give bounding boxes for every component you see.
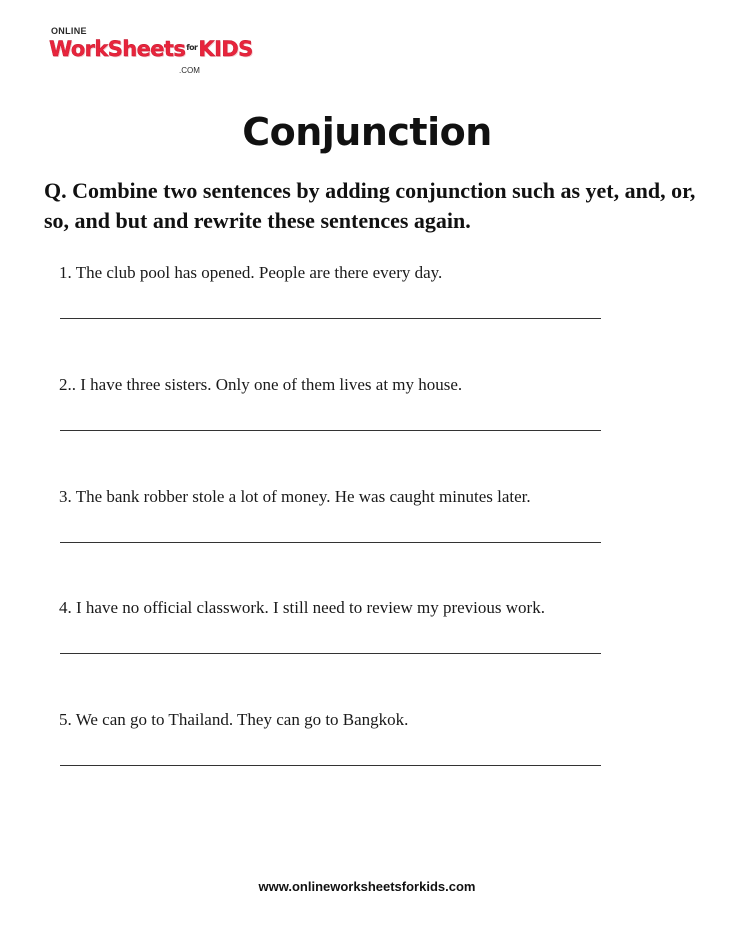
answer-line[interactable] (60, 430, 601, 431)
exercise-sentence: 5. We can go to Thailand. They can go to Bangkok. (59, 710, 409, 729)
exercise-sentence: 1. The club pool has opened. People are there every day. (59, 263, 443, 282)
logo-wordmark (49, 37, 253, 61)
answer-line[interactable] (60, 542, 601, 543)
logo-kids-text: KIDS (198, 37, 253, 61)
exercise-sentence: 4. I have no official classwork. I still need to review my previous work. (59, 598, 545, 617)
exercise-sentence: 3. The bank robber stole a lot of money. He was caught minutes later. (59, 487, 531, 506)
logo-for-text: for (186, 43, 198, 52)
exercise-sentence: 2.. I have three sisters. Only one of them lives at my house. (59, 375, 463, 394)
answer-line[interactable] (60, 653, 601, 654)
answer-line[interactable] (60, 765, 601, 766)
brand-logo (47, 26, 253, 78)
page-title: Conjunction (242, 110, 492, 154)
logo-com-text: .COM (179, 66, 200, 75)
logo-worksheets-text: WorkSheets (49, 37, 186, 61)
answer-line[interactable] (60, 318, 601, 319)
footer-website: www.onlineworksheetsforkids.com (258, 879, 476, 894)
question-instructions: Q. Combine two sentences by adding conjunction such as yet, and, or, so, and but and rewrite these sentences again. (44, 178, 696, 233)
logo-online-text: ONLINE (51, 26, 87, 36)
